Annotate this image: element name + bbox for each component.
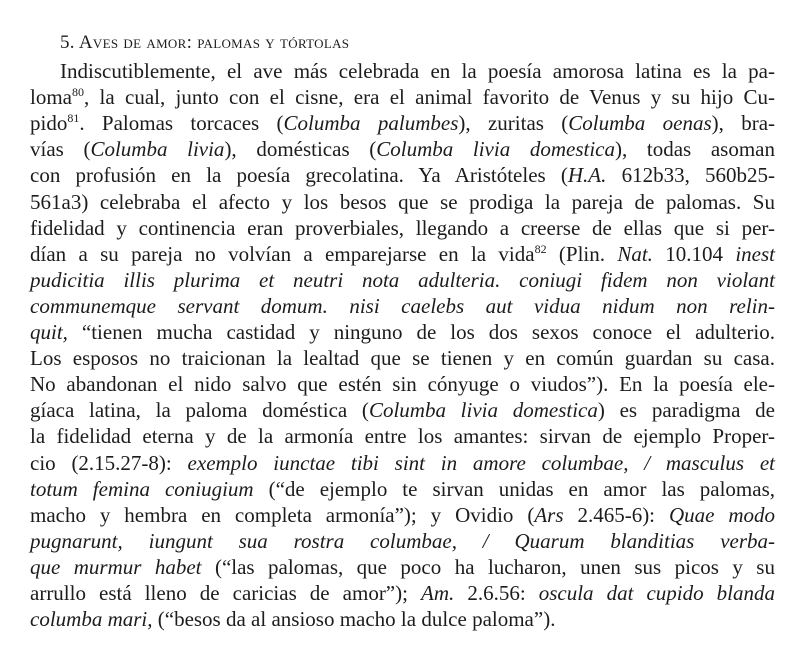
text-line: [30, 215, 775, 241]
italic-run: Nat.: [617, 241, 653, 266]
text-run: (“de ejemplo te sirvan unidas en amor las palomas,: [253, 476, 775, 501]
italic-run: Am.: [421, 581, 455, 605]
text-run: , la cual, junto con el cisne, era el animal favorito de Venus y su hijo Cu-: [84, 85, 775, 110]
text-run: 561a3) celebraba el afecto y los besos que se prodiga la pareja de palomas. Su: [30, 189, 775, 214]
text-line: [30, 241, 775, 267]
text-run: ), bra-: [711, 111, 776, 136]
text-run: (“las palomas, que poco ha lucharon, unen sus picos y su: [201, 554, 775, 579]
italic-run: communemque servant domum. nisi caelebs aut vidua nidum non relin-: [30, 293, 775, 318]
italic-run: pudicitia illis plurima et neutri nota adulteria. coniugi fidem non violant: [30, 267, 775, 292]
text-line: [30, 502, 775, 528]
text-run: 10.104: [652, 241, 736, 266]
text-run: “tienen mucha castidad y ninguno de los dos sexos conoce el adulterio.: [67, 320, 775, 344]
text-run: macho y hembra en completa armonía”); y Ovidio (: [30, 502, 535, 527]
italic-run: que murmur habet: [30, 554, 202, 579]
section-title: Aves de amor: palomas y tórtolas: [78, 32, 350, 53]
text-run: gíaca latina, la paloma doméstica (: [30, 398, 369, 423]
text-line: [30, 423, 775, 449]
text-line: [30, 293, 775, 319]
text-run: loma: [30, 85, 72, 110]
footnote-ref: 80: [72, 85, 84, 100]
text-run: ), zuritas (: [458, 111, 569, 136]
text-run: Indiscutiblemente, el ave más celebrada en la poesía amorosa latina es la pa-: [60, 59, 775, 83]
section-heading: [60, 32, 349, 54]
italic-run: Ars: [534, 502, 564, 527]
text-run: ), todas asoman: [615, 137, 775, 162]
text-run: ) es paradigma de: [597, 398, 775, 423]
section-number: 5.: [60, 32, 75, 53]
text-run: (Plin.: [546, 241, 618, 266]
italic-run: Columba oenas: [568, 111, 712, 136]
text-run: 2.6.56:: [454, 581, 539, 605]
italic-run: H.A.: [567, 163, 607, 188]
italic-run: pugnarunt, iungunt sua rostra columbae, / Quarum blanditias verba-: [30, 528, 775, 553]
italic-run: Columba livia domestica: [376, 137, 615, 162]
text-run: No abandonan el nido salvo que estén sin cónyuge o viudos”). En la poesía ele-: [30, 372, 775, 397]
text-line: [30, 476, 775, 502]
italic-run: Columba livia domestica: [368, 398, 598, 423]
text-run: fidelidad y continencia eran proverbiales, llegando a creerse de ellas que si per-: [30, 215, 775, 240]
text-line: [60, 58, 775, 84]
text-run: cio (2.15.27-8):: [30, 450, 188, 475]
italic-run: totum femina coniugium: [30, 476, 254, 501]
text-run: la fidelidad eterna y de la armonía entre los amantes: sirvan de ejemplo Proper-: [30, 424, 775, 449]
text-run: pido: [30, 111, 68, 136]
text-line: [30, 371, 775, 397]
text-run: ), domésticas (: [224, 137, 377, 162]
text-line: [30, 580, 775, 606]
text-run: . Palomas torcaces (: [79, 111, 284, 136]
text-run: con profusión en la poesía grecolatina. Ya Aristóteles (: [30, 163, 568, 188]
footnote-ref: 82: [534, 241, 547, 256]
text-run: dían a su pareja no volvían a emparejarse en la vida: [30, 241, 535, 266]
text-line: [30, 319, 775, 345]
italic-run: Quae modo: [668, 502, 776, 527]
text-line: [30, 110, 775, 136]
italic-run: Columba palumbes: [283, 111, 459, 136]
italic-run: quit,: [30, 320, 68, 344]
text-line: [30, 136, 775, 162]
italic-run: oscula dat cupido blanda: [538, 581, 775, 605]
text-line: [30, 84, 775, 110]
text-run: arrullo está lleno de caricias de amor”);: [30, 581, 422, 605]
text-run: Los esposos no traicionan la lealtad que se tienen y en común guardan su casa.: [30, 346, 775, 371]
text-line: [30, 606, 775, 632]
italic-run: exemplo iunctae tibi sint in amore columbae, / masculus et: [187, 450, 775, 475]
text-line: [30, 554, 775, 580]
italic-run: columba mari,: [30, 607, 153, 632]
footnote-ref: 81: [67, 111, 80, 126]
text-line: [30, 189, 775, 215]
text-run: 2.465-6):: [563, 502, 669, 527]
text-line: [30, 162, 775, 188]
text-run: vías (: [30, 137, 91, 162]
text-line: [30, 450, 775, 476]
text-line: [30, 528, 775, 554]
next-line-fragment: [30, 659, 775, 669]
text-line: [30, 345, 775, 371]
italic-run: Columba livia: [90, 137, 225, 162]
text-run: 612b33, 560b25-: [606, 163, 776, 188]
italic-run: inest: [735, 241, 776, 266]
text-line: [30, 267, 775, 293]
text-run: (“besos da al ansioso macho la dulce paloma”).: [152, 607, 556, 632]
text-line: [30, 397, 775, 423]
